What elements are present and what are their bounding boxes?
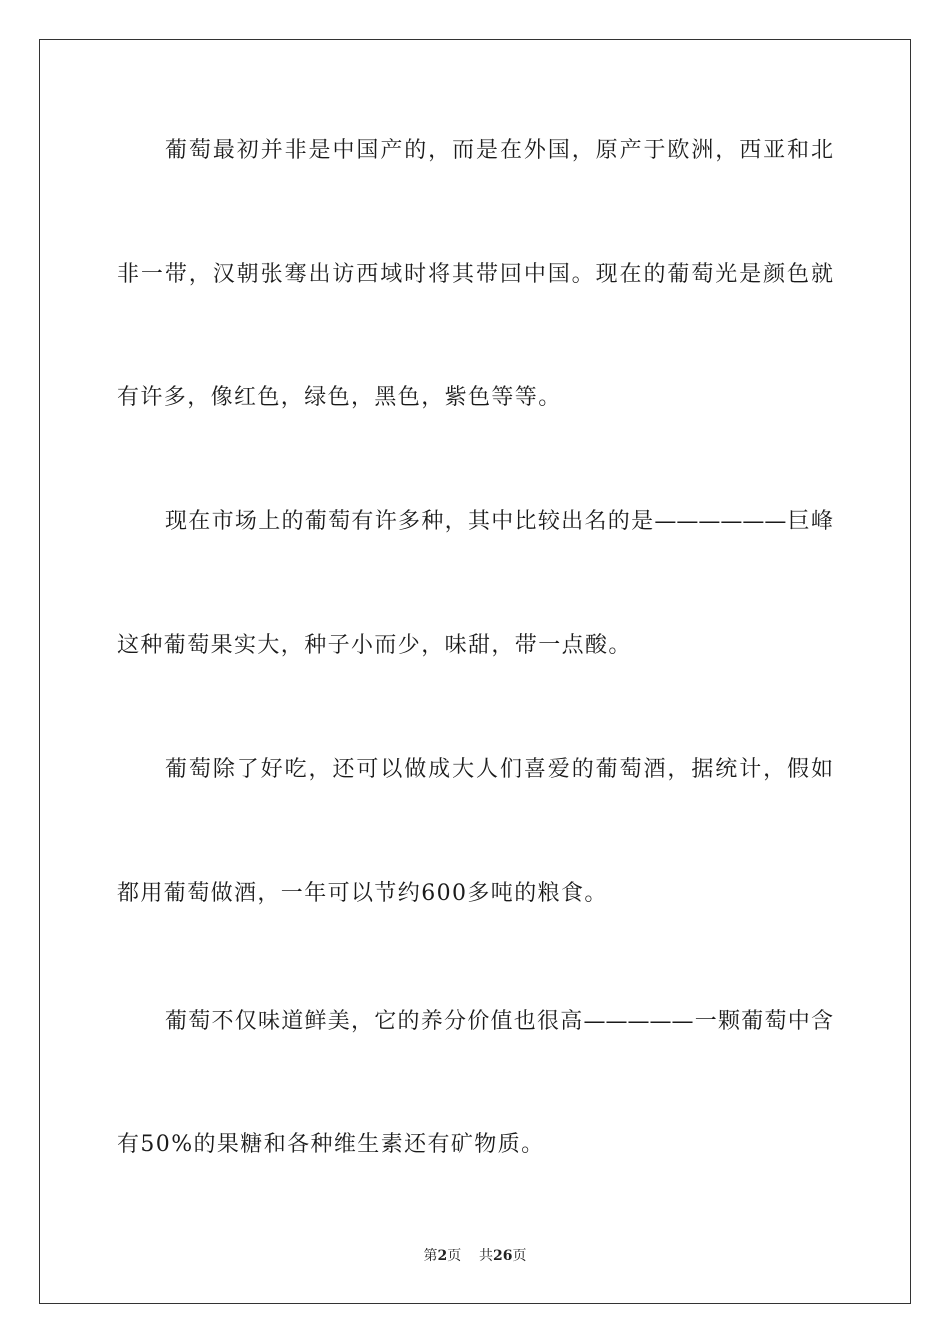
paragraph-2-line-2: 这种葡萄果实大，种子小而少，味甜，带一点酸。	[117, 633, 632, 658]
footer-total-prefix: 共	[479, 1248, 494, 1264]
paragraph-3-line-2: 都用葡萄做酒，一年可以节约600多吨的粮食。	[117, 881, 608, 906]
footer-total-suffix: 页	[512, 1248, 527, 1264]
paragraph-3-line-1: 葡萄除了好吃，还可以做成大人们喜爱的葡萄酒，据统计，假如	[165, 757, 833, 782]
paragraph-1-line-1: 葡萄最初并非是中国产的，而是在外国，原产于欧洲，西亚和北	[165, 138, 833, 163]
paragraph-2-line-1: 现在市场上的葡萄有许多种，其中比较出名的是——————巨峰	[165, 509, 833, 534]
paragraph-4-line-2: 有50%的果糖和各种维生素还有矿物质。	[117, 1132, 545, 1157]
paragraph-1-line-3: 有许多，像红色，绿色，黑色，紫色等等。	[117, 385, 562, 410]
paragraph-4-line-1: 葡萄不仅味道鲜美，它的养分价值也很高—————一颗葡萄中含	[165, 1009, 833, 1034]
footer-total-pages: 26	[493, 1248, 513, 1264]
paragraph-1-line-2: 非一带，汉朝张骞出访西域时将其带回中国。现在的葡萄光是颜色就	[117, 262, 833, 287]
footer-page-prefix: 第	[423, 1248, 438, 1264]
footer-page-number: 2	[437, 1248, 448, 1264]
footer-page-suffix: 页	[447, 1248, 462, 1264]
page-footer	[0, 1247, 950, 1265]
page-frame	[39, 39, 911, 1304]
